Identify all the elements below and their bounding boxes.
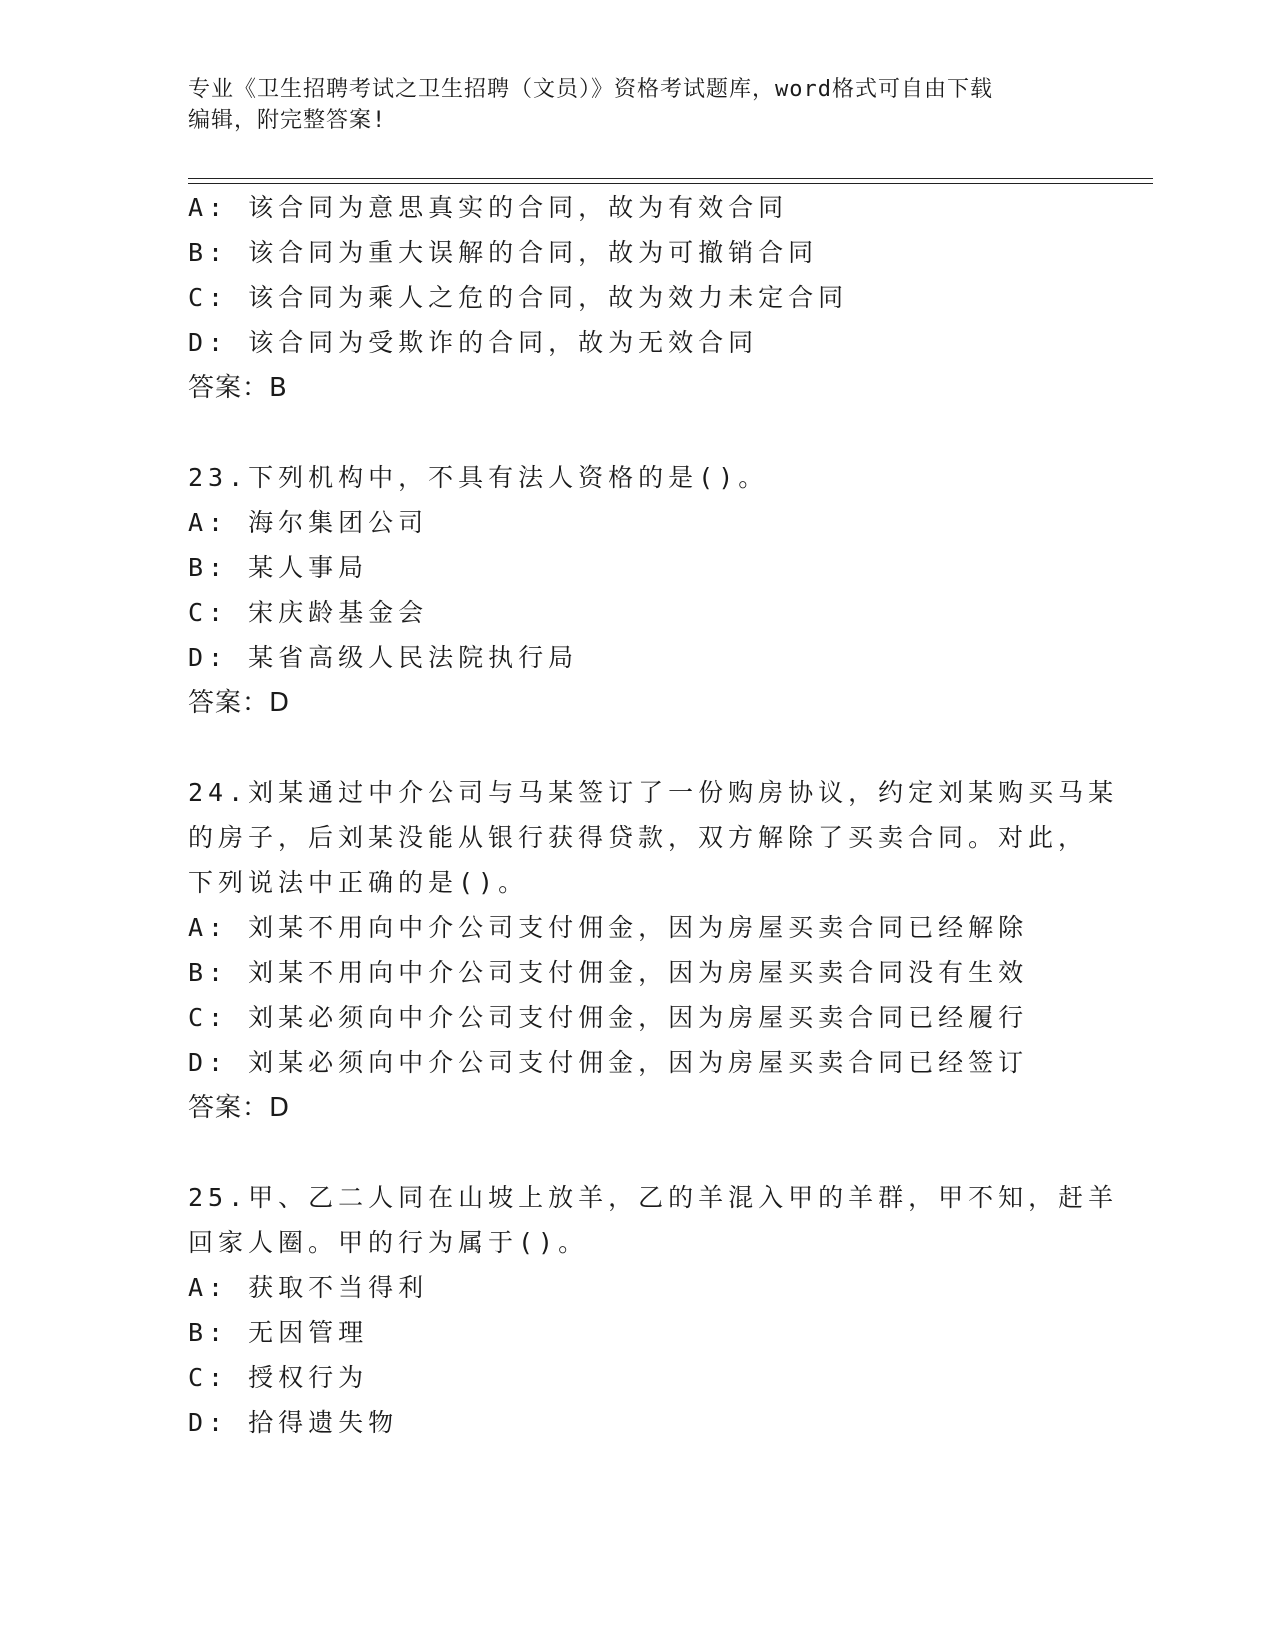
q25-option-a: A: 获取不当得利 <box>188 1273 429 1302</box>
prev-option-d: D: 该合同为受欺诈的合同，故为无效合同 <box>188 328 759 357</box>
q25-option-d: D: 拾得遗失物 <box>188 1408 399 1437</box>
prev-option-b: B: 该合同为重大误解的合同，故为可撤销合同 <box>188 238 819 267</box>
q25-stem-line-2: 回家人圈。甲的行为属于()。 <box>188 1228 589 1257</box>
header-line-1: 专业《卫生招聘考试之卫生招聘（文员）》资格考试题库，word格式可自由下载 <box>188 77 993 102</box>
q23-answer: 答案：D <box>188 688 291 718</box>
prev-answer: 答案：B <box>188 373 288 403</box>
header-divider-bottom <box>188 183 1153 184</box>
q23-option-a: A: 海尔集团公司 <box>188 508 429 537</box>
header-line-2: 编辑，附完整答案! <box>188 108 387 133</box>
q24-option-c: C: 刘某必须向中介公司支付佣金，因为房屋买卖合同已经履行 <box>188 1003 1029 1032</box>
q24-stem-line-3: 下列说法中正确的是()。 <box>188 868 529 897</box>
q23-option-b: B: 某人事局 <box>188 553 369 582</box>
q24-stem-line-2: 的房子，后刘某没能从银行获得贷款，双方解除了买卖合同。对此， <box>188 823 1089 852</box>
q23-option-d: D: 某省高级人民法院执行局 <box>188 643 579 672</box>
header-divider-top <box>188 178 1153 179</box>
q24-option-b: B: 刘某不用向中介公司支付佣金，因为房屋买卖合同没有生效 <box>188 958 1029 987</box>
prev-option-c: C: 该合同为乘人之危的合同，故为效力未定合同 <box>188 283 849 312</box>
q23-option-c: C: 宋庆龄基金会 <box>188 598 429 627</box>
document-header <box>188 74 1088 136</box>
q25-option-b: B: 无因管理 <box>188 1318 369 1347</box>
q23-stem: 23.下列机构中，不具有法人资格的是()。 <box>188 463 769 492</box>
q25-option-c: C: 授权行为 <box>188 1363 369 1392</box>
q24-option-a: A: 刘某不用向中介公司支付佣金，因为房屋买卖合同已经解除 <box>188 913 1029 942</box>
q24-answer: 答案：D <box>188 1093 291 1123</box>
q24-stem-line-1: 24.刘某通过中介公司与马某签订了一份购房协议，约定刘某购买马某 <box>188 778 1119 807</box>
q24-option-d: D: 刘某必须向中介公司支付佣金，因为房屋买卖合同已经签订 <box>188 1048 1029 1077</box>
prev-option-a: A: 该合同为意思真实的合同，故为有效合同 <box>188 193 789 222</box>
q25-stem-line-1: 25.甲、乙二人同在山坡上放羊，乙的羊混入甲的羊群，甲不知，赶羊 <box>188 1183 1119 1212</box>
